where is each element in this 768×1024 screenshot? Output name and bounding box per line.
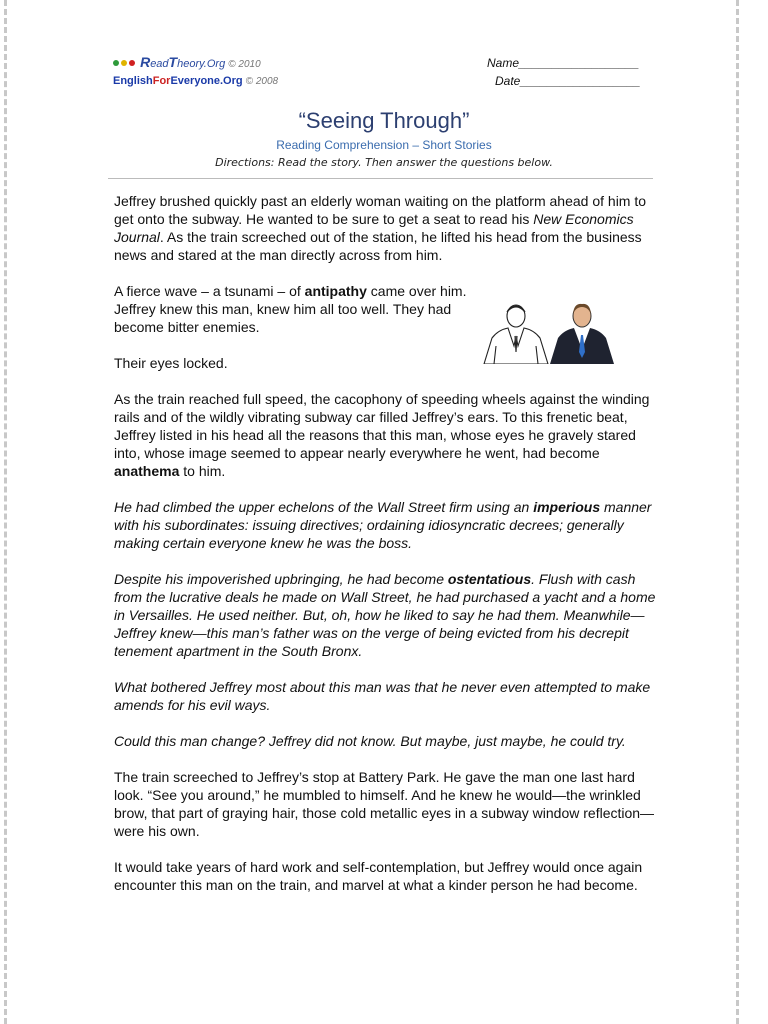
directions: Directions: Read the story. Then answer the questions below. — [215, 156, 553, 169]
brand-block — [113, 54, 278, 90]
efe-for: For — [152, 75, 171, 87]
date-field[interactable]: Date__________________ — [495, 74, 641, 88]
readtheory-r: R — [140, 54, 151, 70]
name-date-block — [487, 54, 640, 90]
vocab-anathema: anathema — [114, 463, 180, 479]
paragraph-3: Their eyes locked. — [114, 355, 228, 371]
story-title: “Seeing Through” — [298, 108, 470, 133]
page-edge-left — [4, 0, 7, 1024]
p5-text-b: manner with his subordinates: issuing directives; ordaining idiosyncratic decrees; generally making certain everyone knew he was the boss. — [114, 499, 652, 551]
paragraph-4 — [114, 390, 659, 480]
p5-text-a: He had climbed the upper echelons of the Wall Street firm using an — [114, 499, 534, 515]
readtheory-name — [140, 54, 226, 70]
readtheory-t: T — [168, 54, 178, 70]
p6-text-a: Despite his impoverished upbringing, he had become — [114, 571, 448, 587]
readtheory-ead: ead — [150, 58, 169, 70]
vocab-ostentatious: ostentatious — [447, 571, 532, 587]
vocab-imperious: imperious — [533, 499, 601, 515]
story-body — [114, 192, 659, 912]
paragraph-10: It would take years of hard work and self-contemplation, but Jeffrey would once again encounter this man on the train, and marvel at what a kinder person he had become. — [114, 859, 643, 893]
p1-text-a: Jeffrey brushed quickly past an elderly woman waiting on the platform ahead of him to get onto the subway. He wanted to be sure to get a seat to read his — [114, 193, 647, 227]
efe-everyone: Everyone.Org — [170, 75, 243, 87]
story-subtitle: Reading Comprehension – Short Stories — [276, 138, 492, 152]
paragraph-8: Could this man change? Jeffrey did not know. But maybe, just maybe, he could try. — [114, 733, 626, 749]
divider — [108, 178, 653, 179]
paragraph-9: The train screeched to Jeffrey’s stop at Battery Park. He gave the man one last hard look. “See you around,” he mumbled to himself. And he knew he would—the wrinkled brow, that part of graying hair, those cold metallic eyes in a subway window reflection—were his own. — [114, 769, 655, 839]
paragraph-6 — [114, 570, 659, 660]
efe-copyright: © 2008 — [245, 76, 279, 87]
journal-title: New Economics Journal — [114, 211, 634, 245]
paragraph-7: What bothered Jeffrey most about this man was that he never even attempted to make amends for his evil ways. — [114, 679, 651, 713]
p4-text-a: As the train reached full speed, the cacophony of speeding wheels against the winding rails and of the wildly vibrating subway car filled Jeffrey’s ears. To this frenetic beat, Jeffrey listed in his head all the reasons that this man, whose eyes he gravely stared into, whose image seemed to appear nearly everywhere he went, had become — [114, 391, 650, 461]
p4-text-b: to him. — [179, 463, 226, 479]
paragraph-5 — [114, 498, 659, 552]
paragraph-2 — [114, 282, 474, 336]
p1-text-b: . As the train screeched out of the station, he lifted his head from the business news and stared at the man directly across from him. — [114, 229, 642, 263]
efe-brand — [113, 73, 278, 90]
p2-text-b: came over him. Jeffrey knew this man, knew him all too well. They had become bitter enemies. — [114, 283, 467, 335]
readtheory-copyright: © 2010 — [228, 59, 261, 70]
page-edge-right — [736, 0, 739, 1024]
vocab-antipathy: antipathy — [304, 283, 367, 299]
efe-english: English — [113, 75, 153, 87]
dot-red-icon — [129, 60, 135, 66]
name-field[interactable]: Name__________________ — [487, 56, 640, 70]
p2-text-a: A fierce wave – a tsunami – of — [114, 283, 305, 299]
dot-green-icon — [113, 60, 119, 66]
readtheory-brand — [113, 54, 278, 73]
p6-text-b: . Flush with cash from the lucrative deals he made on Wall Street, he had purchased a yacht and a home in Versailles. He used neither. But, oh, how he liked to say he had them. Meanwhile—Jeffrey knew—this man’s father was on the verge of being evicted from his decrepit tenement apartment in the South Bronx. — [114, 571, 656, 659]
readtheory-heory: heory.Org — [177, 58, 226, 70]
dot-yellow-icon — [121, 60, 127, 66]
paragraph-1 — [114, 192, 659, 264]
